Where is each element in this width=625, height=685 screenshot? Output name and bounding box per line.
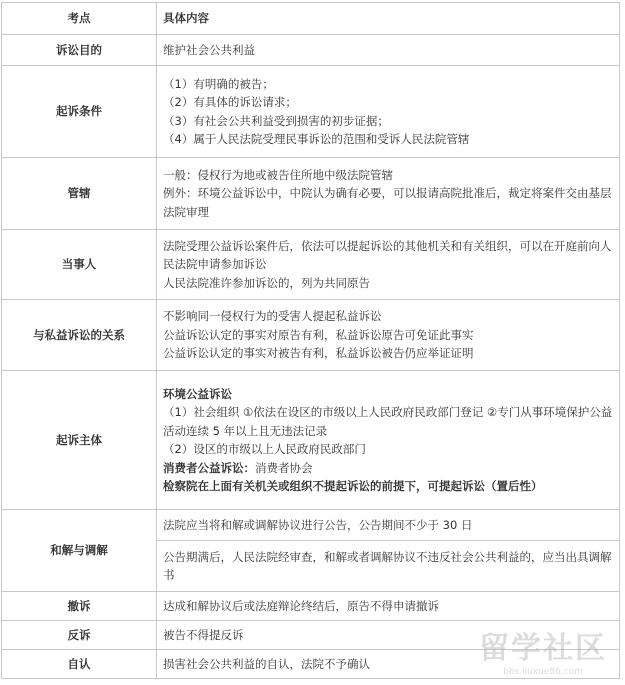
content-line: 人民法院准许参加诉讼的，列为共同原告: [163, 275, 370, 290]
exam-points-table: [1, 2, 620, 679]
content-line: 法院受理公益诉讼案件后，依法可以提起诉讼的其他机关和有关组织，可以在开庭前向人民法院申请参加诉讼: [163, 238, 612, 272]
content-line: （3）有社会公共利益受到损害的初步证据；: [163, 113, 389, 128]
row-content: [157, 35, 620, 66]
row-topic: 起诉条件: [2, 66, 157, 158]
row-topic: 撤诉: [2, 592, 157, 621]
content-line: 例外：环境公益诉讼中，中院认为确有必要，可以报请高院批准后，裁定将案件交由基层法院审理: [163, 186, 612, 219]
row-topic: 诉讼目的: [2, 35, 157, 66]
row-topic: 起诉主体: [2, 371, 157, 510]
table-row: [2, 35, 620, 66]
header-topic: 考点: [2, 3, 157, 35]
row-topic: 自认: [2, 650, 157, 679]
content-line: （4）属于人民法院受理民事诉讼的范围和受诉人民法院管辖: [163, 132, 470, 146]
row-content: [157, 230, 620, 300]
row-content: [157, 300, 620, 371]
row-content: [157, 510, 620, 541]
row-topic: 和解与调解: [2, 510, 157, 592]
row-topic: 反诉: [2, 621, 157, 650]
header-content: 具体内容: [157, 3, 620, 35]
row-content: [157, 371, 620, 510]
content-line: 达成和解协议后或法庭辩论终结后，原告不得申请撤诉: [163, 598, 439, 613]
site-watermark: [479, 623, 607, 677]
content-line: （2）有具体的诉讼请求；: [163, 95, 297, 109]
content-line: （2）设区的市级以上人民政府民政部门: [163, 442, 366, 456]
table-row: [2, 510, 620, 541]
content-line: （1）社会组织 ①依法在设区的市级以上人民政府民政部门登记 ②专门从事环境保护公益活动连续 5 年以上且无违法记录: [163, 405, 613, 438]
row-topic: 与私益诉讼的关系: [2, 300, 157, 371]
row-content: [157, 541, 620, 592]
content-line: 公益诉讼认定的事实对被告有利，私益诉讼被告仍应举证证明: [163, 346, 474, 361]
content-line: 公益诉讼认定的事实对原告有利，私益诉讼原告可免证此事实: [163, 327, 474, 342]
row-content: [157, 66, 620, 158]
content-line: （1）有明确的被告；: [163, 76, 274, 91]
table-header-row: [2, 3, 620, 35]
content-line: 损害社会公共利益的自认，法院不予确认: [163, 656, 370, 671]
consumer-label: 消费者公益诉讼：: [163, 460, 255, 475]
content-line: 法院应当将和解或调解协议进行公告，公告期间不少于 30 日: [163, 517, 473, 532]
row-content: [157, 592, 620, 621]
consumer-value: 消费者协会: [255, 460, 313, 475]
table-row: [2, 592, 620, 621]
row-topic: 管辖: [2, 158, 157, 230]
row-content: [157, 158, 620, 230]
table-row: [2, 158, 620, 230]
table-row: [2, 300, 620, 371]
content-line: 公告期满后，人民法院经审查，和解或者调解协议不违反社会公共利益的，应当出具调解书: [163, 549, 612, 582]
content-line: 一般：侵权行为地或被告住所地中级法院管辖: [163, 167, 393, 182]
watermark-logo: 留学社区: [479, 631, 607, 666]
consumer-line: [163, 459, 613, 478]
watermark-url: bbs.liuxue86.com: [503, 667, 583, 677]
row-topic: 当事人: [2, 230, 157, 300]
env-title: 环境公益诉讼: [163, 386, 232, 401]
table-row: [2, 66, 620, 158]
table-row: [2, 230, 620, 300]
table-row: [2, 371, 620, 510]
content-line: 维护社会公共利益: [163, 42, 255, 57]
procuratorate-line: 检察院在上面有关机关或组织不提起诉讼的前提下，可提起诉讼（置后性）: [163, 479, 543, 493]
content-line: 不影响同一侵权行为的受害人提起私益诉讼: [163, 309, 382, 324]
content-line: 被告不得提反诉: [163, 627, 244, 642]
